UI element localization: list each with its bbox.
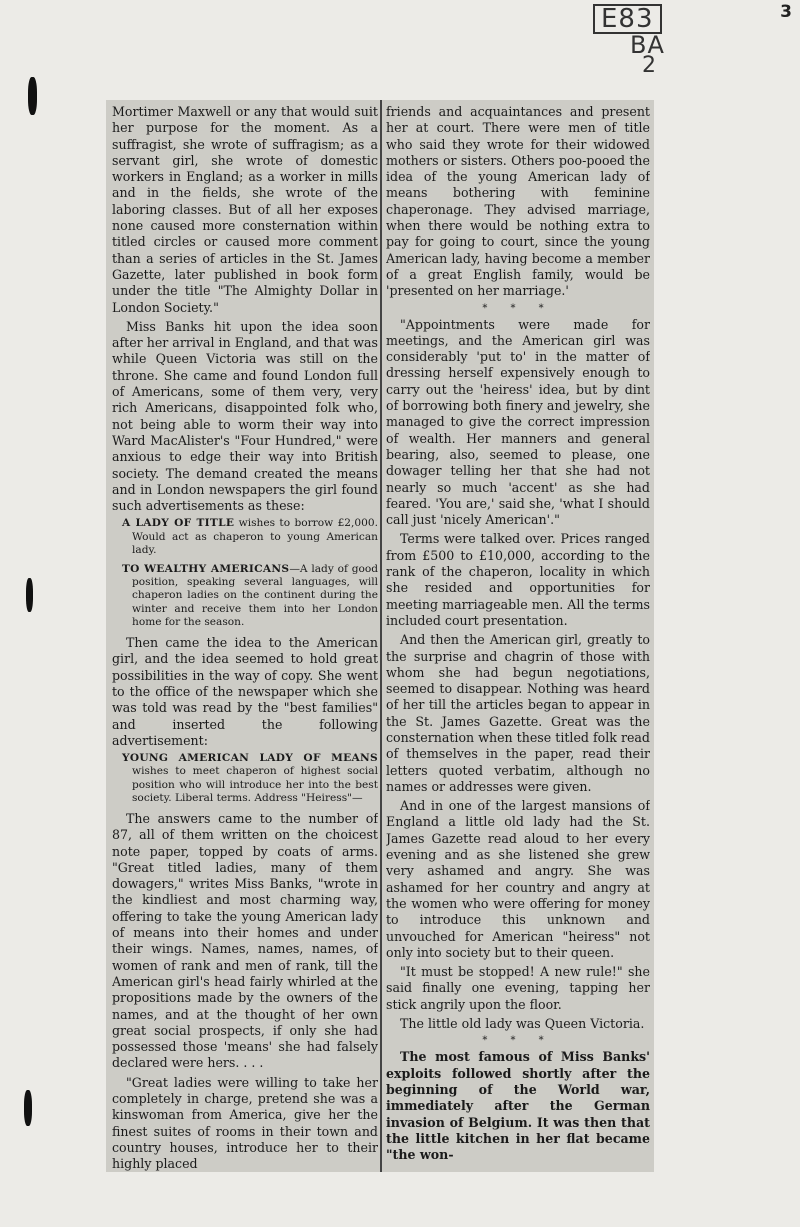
advertisement-body: —A lady of good position, speaking several languages, will chaperon ladies on the continent during the winter and receive them into her London home for the season.	[132, 563, 378, 628]
punch-hole-middle	[26, 578, 33, 612]
article-paragraph: "It must be stopped! A new rule!" she said finally one evening, tapping her stick angrily upon the floor.	[386, 964, 650, 1012]
page-number: 3	[780, 2, 792, 22]
advertisement-body: wishes to borrow £2,000. Would act as chaperon to young American lady.	[132, 517, 378, 556]
article-paragraph: Terms were talked over. Prices ranged from £500 to £10,000, according to the rank of the chaperon, locality in which she resided and opportunities for meeting marriageable men. All the terms included court presentation.	[386, 531, 650, 628]
article-paragraph: "Great ladies were willing to take her completely in charge, pretend she was a kinswoman from America, give her the finest suites of rooms in their town and country houses, introduce her to their highly placed	[112, 1074, 378, 1172]
column-rule	[380, 100, 382, 1172]
article-paragraph: Then came the idea to the American girl, and the idea seemed to hold great possibilities in the way of copy. She went to the office of the newspaper which she was told was read by the "best families" and inserted the following advertisement:	[112, 635, 378, 748]
article-paragraph: Miss Banks hit upon the idea soon after her arrival in England, and that was while Queen Victoria was still on the throne. She came and found London full of Americans, some of them very, very rich Americans, disappointed folk who, not being able to worm their way into Ward MacAlister's "Four Hundred," were anxious to edge their way into British society. The demand created the means and in London newspapers the girl found such advertisements as these:	[112, 318, 378, 514]
advertisement-body: wishes to meet chaperon of highest social position who will introduce her into the best society. Liberal terms. Address "Heiress"—	[132, 765, 378, 804]
article-paragraph: Mortimer Maxwell or any that would suit her purpose for the moment. As a suffragist, she wrote of suffragism; as a servant girl, she wrote of domestic workers in England; as a worker in mills and in the fields, she wrote of the laboring classes. But of all her exposes none caused more consternation within titled circles or caused more comment than a series of articles in the St. James Gazette, later published in book form under the title "The Almighty Dollar in London Society."	[112, 104, 378, 315]
article-paragraph: And in one of the largest mansions of England a little old lady had the St. James Gazette read aloud to her every evening and as she listened she grew very ashamed and angry. She was ashamed for her country and angry at the women who were offering for money to introduce this unknown and unvouched for American "heiress" not only into society but to their queen.	[386, 798, 650, 960]
clipping-left-column	[112, 104, 378, 1172]
article-paragraph: The answers came to the number of 87, all of them written on the choicest note paper, topped by coats of arms. "Great titled ladies, many of them dowagers," writes Miss Banks, "wrote in the kindliest and most charming way, offering to take the young American lady of means into their homes and under their wings. Names, names, names, of women of rank and men of rank, till the American girl's head fairly whirled at the propositions made by the owners of the names, and at the thought of her own great social prospects, if only she had possessed those 'means' she had falsely declared were hers. . . .	[112, 810, 378, 1071]
handwritten-sheet-number: 2	[642, 53, 657, 78]
advertisement-lead: A LADY OF TITLE	[122, 517, 235, 530]
article-paragraph: friends and acquaintances and present her at court. There were men of title who said they wrote for their widowed mothers or sisters. Others poo-pooed the idea of the young American lady of means bothering with feminine chaperonage. They advised marriage, when there would be nothing extra to pay for going to court, since the young American lady, having become a member of a great English family, would be 'presented on her marriage.'	[386, 104, 650, 299]
article-paragraph: The little old lady was Queen Victoria.	[400, 1016, 645, 1032]
quoted-advertisement	[122, 563, 378, 629]
section-break: * * *	[482, 302, 554, 314]
article-paragraph: The most famous of Miss Banks' exploits followed shortly after the beginning of the World war, immediately after the German invasion of Belgium. It was then that the little kitchen in her flat became "the won-	[386, 1049, 650, 1163]
handwritten-file-code: E83	[593, 4, 662, 34]
article-paragraph: "Appointments were made for meetings, and the American girl was considerably 'put to' in the matter of dressing herself expensively enough to carry out the 'heiress' idea, but by dint of borrowing both finery and jewelry, she managed to give the correct impression of wealth. Her manners and general bearing, also, seemed to please, one dowager telling her that she had not nearly so much 'accent' as she had feared. 'You are,' said she, 'what I should call just 'nicely American'."	[386, 316, 650, 528]
advertisement-lead: TO WEALTHY AMERICANS	[122, 563, 290, 576]
punch-hole-top	[28, 77, 37, 115]
handwritten-series-code: BA	[630, 31, 665, 59]
clipping-right-column	[386, 104, 650, 1172]
advertisement-lead: YOUNG AMERICAN LADY OF MEANS	[122, 752, 378, 765]
article-paragraph: And then the American girl, greatly to the surprise and chagrin of those with whom she had begun negotiations, seemed to disappear. Nothing was heard of her till the articles began to appear in the St. James Gazette. Great was the consternation when these titled folk read of themselves in the paper, read their letters quoted verbatim, although no names or addresses were given.	[386, 632, 650, 794]
quoted-advertisement	[122, 517, 378, 557]
punch-hole-bottom	[24, 1090, 32, 1126]
section-break: * * *	[482, 1035, 554, 1047]
quoted-advertisement	[122, 752, 378, 805]
